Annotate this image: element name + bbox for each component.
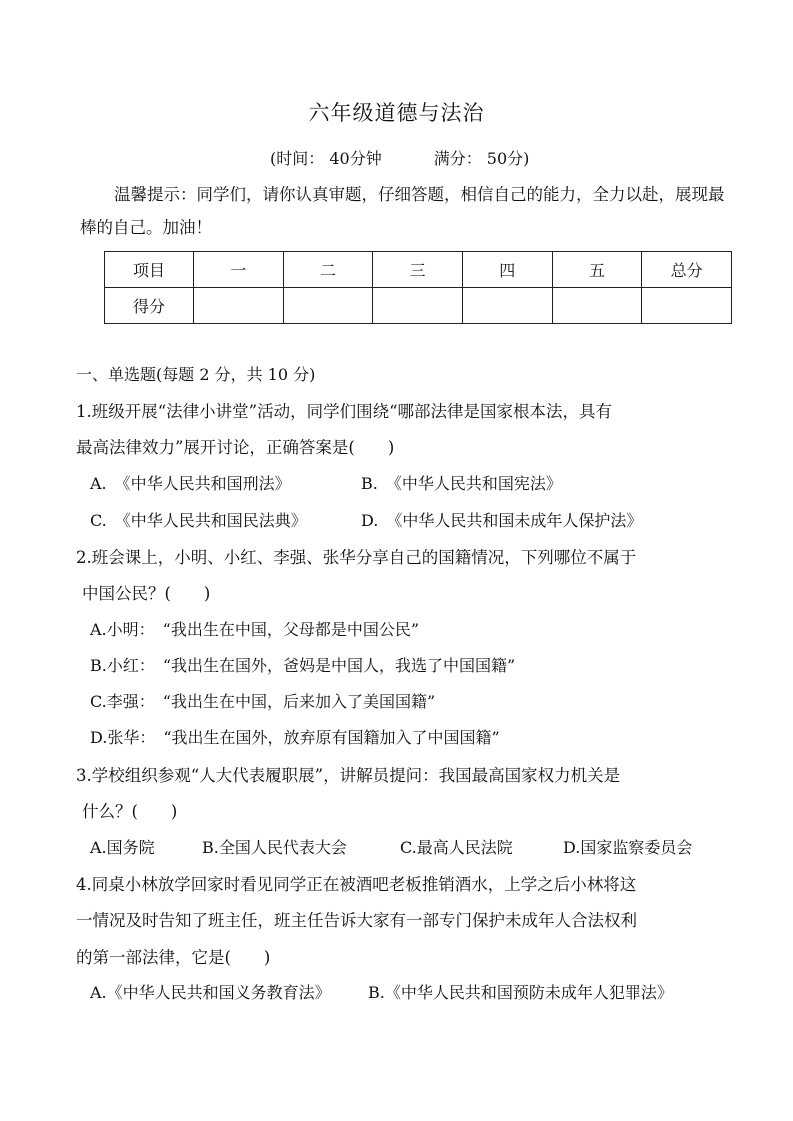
full-score: 满分： 50分) — [433, 149, 530, 168]
q1-option-a[interactable]: A. 《中华人民共和国刑法》 — [90, 474, 291, 493]
q4-option-a[interactable]: A.《中华人民共和国义务教育法》 — [90, 983, 331, 1002]
score-cell[interactable] — [642, 288, 732, 324]
q1-option-c[interactable]: C. 《中华人民共和国民法典》 — [90, 511, 307, 530]
question-2-line-1: 2.班会课上，小明、小红、李强、张华分享自己的国籍情况，下列哪位不属于 — [76, 548, 637, 567]
q1-option-b[interactable]: B. 《中华人民共和国宪法》 — [361, 474, 562, 493]
q1-option-d[interactable]: D. 《中华人民共和国未成年人保护法》 — [361, 511, 643, 530]
q2-option-b[interactable]: B.小红： “我出生在国外，爸妈是中国人，我选了中国国籍” — [90, 656, 516, 675]
score-header-cell: 五 — [552, 252, 642, 288]
score-table-header-row — [105, 252, 732, 288]
q2-option-a[interactable]: A.小明： “我出生在中国，父母都是中国公民” — [90, 620, 420, 639]
score-table — [104, 251, 732, 324]
exam-meta — [270, 146, 529, 169]
q4-option-b[interactable]: B.《中华人民共和国预防未成年人犯罪法》 — [368, 983, 673, 1002]
question-3-line-1: 3.学校组织参观“人大代表履职展”，讲解员提问：我国最高国家权力机关是 — [76, 766, 621, 785]
score-header-cell: 总分 — [642, 252, 732, 288]
score-cell[interactable] — [373, 288, 463, 324]
q3-option-c[interactable]: C.最高人民法院 — [400, 838, 513, 857]
score-table-score-row — [105, 288, 732, 324]
score-header-cell: 二 — [283, 252, 373, 288]
score-cell[interactable] — [194, 288, 284, 324]
q3-option-b[interactable]: B.全国人民代表大会 — [202, 838, 347, 857]
score-cell[interactable] — [462, 288, 552, 324]
question-3-line-2: 什么？( ) — [82, 802, 178, 821]
q2-option-c[interactable]: C.李强： “我出生在中国，后来加入了美国国籍” — [90, 692, 436, 711]
question-2-line-2: 中国公民？( ) — [82, 584, 211, 603]
q3-option-a[interactable]: A.国务院 — [90, 838, 155, 857]
section-heading: 一、单选题(每题 2 分，共 10 分) — [76, 365, 316, 384]
score-cell[interactable] — [283, 288, 373, 324]
q2-option-d[interactable]: D.张华： “我出生在国外，放弃原有国籍加入了中国国籍” — [90, 728, 500, 747]
time-limit: (时间： 40分钟 — [270, 149, 382, 168]
score-header-cell: 一 — [194, 252, 284, 288]
question-1-line-1: 1.班级开展“法律小讲堂”活动，同学们围绕“哪部法律是国家根本法，具有 — [76, 402, 613, 421]
question-1-line-2: 最高法律效力”展开讨论，正确答案是( ) — [76, 438, 395, 457]
score-header-cell: 三 — [373, 252, 463, 288]
question-4-line-1: 4.同桌小林放学回家时看见同学正在被酒吧老板推销酒水，上学之后小林将这 — [76, 875, 637, 894]
q3-option-d[interactable]: D.国家监察委员会 — [563, 838, 693, 857]
score-header-cell: 项目 — [105, 252, 194, 288]
question-4-line-3: 的第一部法律，它是( ) — [76, 948, 271, 967]
score-cell[interactable] — [552, 288, 642, 324]
score-row-label: 得分 — [105, 288, 194, 324]
warm-tip: 温馨提示：同学们，请你认真审题，仔细答题，相信自己的能力，全力以赴，展现最棒的自己。加油！ — [80, 185, 725, 237]
score-header-cell: 四 — [462, 252, 552, 288]
exam-title: 六年级道德与法治 — [308, 101, 485, 125]
question-4-line-2: 一情况及时告知了班主任，班主任告诉大家有一部专门保护未成年人合法权利 — [76, 911, 637, 930]
